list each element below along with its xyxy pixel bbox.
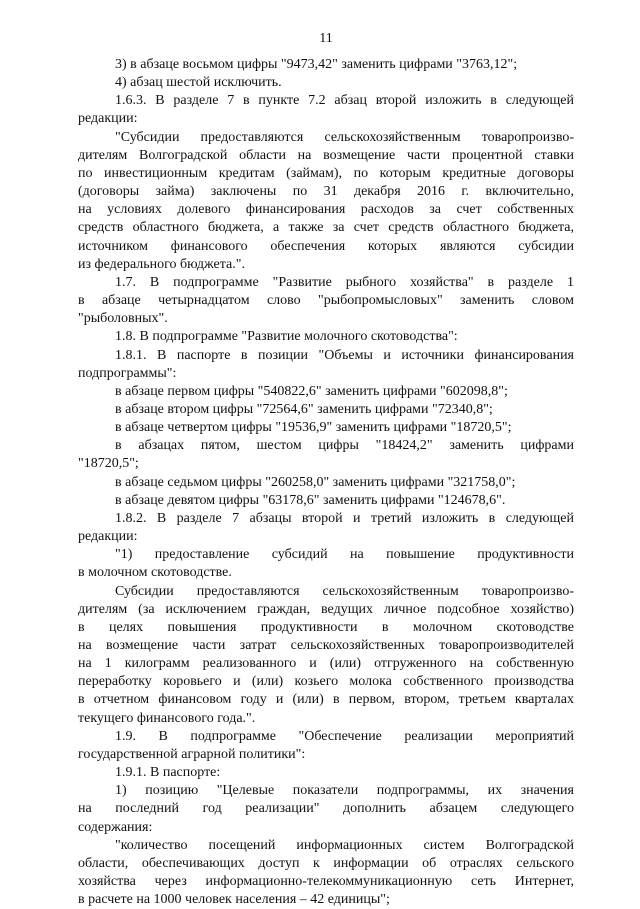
text-line: редакции: bbox=[78, 111, 138, 127]
text-line: "1) предоставление субсидий на повышение продуктивности bbox=[115, 547, 574, 563]
paragraph bbox=[78, 74, 574, 92]
paragraph bbox=[78, 546, 574, 582]
text-line: 1.8.1. В паспорте в позиции "Объемы и источники финансирования bbox=[115, 347, 574, 363]
paragraph bbox=[78, 419, 574, 437]
paragraph bbox=[78, 764, 574, 782]
page-number: 11 bbox=[319, 31, 333, 46]
text-line: содержания: bbox=[78, 819, 153, 835]
paragraph bbox=[78, 347, 574, 383]
paragraph bbox=[78, 583, 574, 728]
text-line: в целях повышения продуктивности в молочном скотоводстве bbox=[78, 619, 574, 635]
text-line: в расчете на 1000 человек населения – 42 единицы"; bbox=[78, 892, 390, 908]
text-line: в абзацах пятом, шестом цифры "18424,2" заменить цифрами bbox=[115, 438, 574, 454]
paragraph bbox=[78, 728, 574, 764]
document-page bbox=[78, 30, 574, 909]
text-line: по инвестиционным кредитам (займам), по которым кредитные договоры bbox=[78, 165, 574, 181]
document-body bbox=[78, 56, 574, 909]
text-line: 1.8. В подпрограмме "Развитие молочного скотоводства": bbox=[115, 329, 458, 345]
paragraph bbox=[78, 474, 574, 492]
text-line: на возмещение части затрат сельскохозяйственных товаропроизводителей bbox=[78, 638, 574, 653]
text-line: текущего финансового года.". bbox=[78, 710, 256, 726]
text-line: на последний год реализации" дополнить абзацем следующего bbox=[78, 801, 574, 817]
paragraph bbox=[78, 56, 574, 74]
text-line: в абзаце седьмом цифры "260258,0" заменить цифрами "321758,0"; bbox=[115, 474, 516, 490]
text-line: хозяйства через информационно-телекоммуникационную сеть Интернет, bbox=[78, 874, 574, 890]
text-line: редакции: bbox=[78, 529, 138, 545]
text-line: "Субсидии предоставляются сельскохозяйственным товаропроизво- bbox=[115, 129, 574, 145]
text-line: в молочном скотоводстве. bbox=[78, 565, 232, 581]
text-line: 1.6.3. В разделе 7 в пункте 7.2 абзац второй изложить в следующей bbox=[115, 93, 574, 109]
paragraph bbox=[78, 782, 574, 836]
text-line: дителям Волгоградской области на возмещение части процентной ставки bbox=[78, 147, 574, 163]
text-line: средств областного бюджета, а также за счет средств областного бюджета, bbox=[78, 220, 574, 236]
text-line: 1.8.2. В разделе 7 абзацы второй и третий изложить в следующей bbox=[115, 510, 574, 526]
paragraph bbox=[78, 129, 574, 274]
text-line: в абзаце первом цифры "540822,6" заменить цифрами "602098,8"; bbox=[115, 383, 508, 399]
paragraph bbox=[78, 274, 574, 328]
paragraph bbox=[78, 383, 574, 401]
text-line: в абзаце втором цифры "72564,6" заменить цифрами "72340,8"; bbox=[115, 401, 493, 417]
text-line: из федерального бюджета.". bbox=[78, 256, 245, 272]
text-line: "18720,5"; bbox=[78, 456, 139, 472]
paragraph bbox=[78, 510, 574, 546]
text-line: переработку коровьего и (или) козьего молока собственного производства bbox=[78, 674, 574, 690]
paragraph bbox=[78, 328, 574, 346]
paragraph bbox=[78, 837, 574, 909]
text-line: дителям (за исключением граждан, ведущих личное подсобное хозяйство) bbox=[78, 601, 574, 617]
text-line: на условиях долевого финансирования расходов за счет собственных bbox=[78, 202, 574, 218]
text-line: источником финансового обеспечения которых являются субсидии bbox=[78, 238, 574, 254]
text-line: "количество посещений информационных систем Волгоградской bbox=[115, 837, 574, 853]
text-line: области, обеспечивающих доступ к информации об отраслях сельского bbox=[78, 855, 574, 871]
text-line: Субсидии предоставляются сельскохозяйственным товаропроизво- bbox=[115, 583, 574, 599]
paragraph bbox=[78, 401, 574, 419]
text-line: в абзаце четвертом цифры "19536,9" заменить цифрами "18720,5"; bbox=[115, 420, 512, 436]
text-line: в абзаце девятом цифры "63178,6" заменить цифрами "124678,6". bbox=[115, 492, 506, 508]
text-line: 1.9. В подпрограмме "Обеспечение реализации мероприятий bbox=[115, 728, 574, 744]
text-line: 1.7. В подпрограмме "Развитие рыбного хозяйства" в разделе 1 bbox=[115, 274, 574, 290]
text-line: в отчетном финансовом году и (или) в первом, втором, третьем кварталах bbox=[78, 692, 574, 708]
text-line: государственной аграрной политики": bbox=[78, 746, 306, 762]
text-line: в абзаце четырнадцатом слово "рыбопромысловых" заменить словом bbox=[78, 293, 574, 309]
text-line: 1) позицию "Целевые показатели подпрограммы, их значения bbox=[115, 783, 574, 799]
text-line: на 1 килограмм реализованного и (или) отгруженного на собственную bbox=[78, 656, 574, 672]
paragraph bbox=[78, 92, 574, 128]
text-line: 1.9.1. В паспорте: bbox=[115, 765, 221, 781]
text-line: "рыболовных". bbox=[78, 311, 168, 327]
paragraph bbox=[78, 437, 574, 473]
paragraph bbox=[78, 492, 574, 510]
text-line: подпрограммы": bbox=[78, 365, 177, 381]
text-line: 4) абзац шестой исключить. bbox=[115, 75, 282, 91]
text-line: (договоры займа) заключены по 31 декабря 2016 г. включительно, bbox=[78, 184, 574, 200]
text-line: 3) в абзаце восьмом цифры "9473,42" заменить цифрами "3763,12"; bbox=[115, 57, 518, 72]
